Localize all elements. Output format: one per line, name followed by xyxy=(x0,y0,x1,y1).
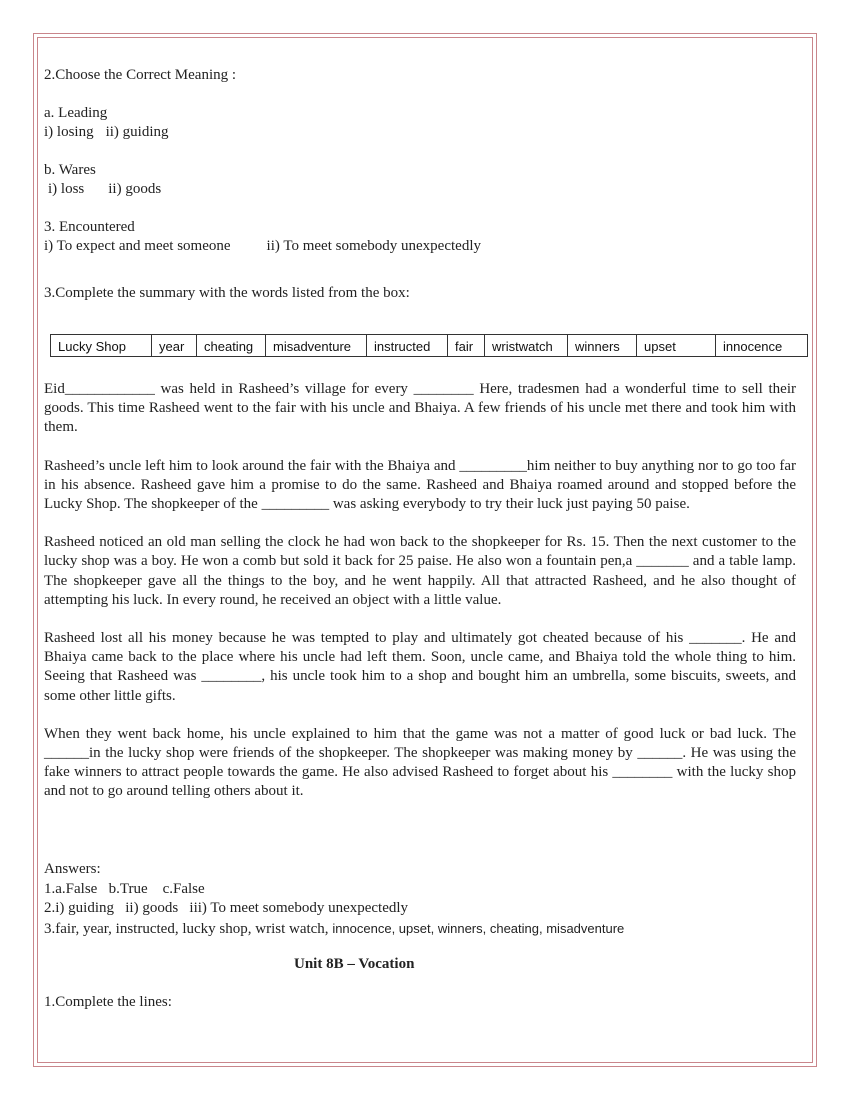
unit-title: Unit 8B – Vocation xyxy=(294,956,415,972)
answers-line-3-serif: 3.fair, year, instructed, lucky shop, wrist watch, xyxy=(44,920,333,937)
answers-line-2: 2.i) guiding ii) goods iii) To meet somebody unexpectedly xyxy=(44,900,409,916)
word-cell: winners xyxy=(568,335,637,357)
word-cell: misadventure xyxy=(266,335,367,357)
word-cell: instructed xyxy=(367,335,448,357)
word-cell: cheating xyxy=(197,335,266,357)
summary-paragraph: Rasheed lost all his money because he was tempted to play and ultimately got cheated because of his _______. He and Bhaiya came back to the place where his uncle had left them. Soon, uncle came, and Bhaiya told the whole thing to him. Seeing that Rasheed was ________, his uncle took him to a shop and bought him an umbrella, some biscuits, sweets, and some other little gifts. xyxy=(44,630,796,704)
summary-paragraph: When they went back home, his uncle explained to him that the game was not a matter of good luck or bad luck. The ______in the lucky shop were friends of the shopkeeper. The shopkeeper was making money by ______. He was using the fake winners to attract people towards the game. He also advised Rasheed to forget about his ________ with the lucky shop and not to go around telling others about it. xyxy=(44,725,796,800)
question-c-label: 3. Encountered xyxy=(44,219,135,235)
answers xyxy=(44,860,624,939)
page-content xyxy=(44,66,814,303)
question-a-options xyxy=(44,123,814,142)
word-cell: wristwatch xyxy=(485,335,568,357)
summary-paragraph: Rasheed’s uncle left him to look around the fair with the Bhaiya and _________him neither to buy anything nor to go too far in his absence. Rasheed gave him a promise to do the same. Rasheed and Bhaiya roamed around and stopped before the Lucky Shop. The shopkeeper of the _________ was asking everybody to try their luck just paying 50 paise. xyxy=(44,457,796,513)
answers-heading: Answers: xyxy=(44,861,101,877)
summary xyxy=(44,380,796,802)
summary-paragraph: Rasheed noticed an old man selling the clock he had won back to the shopkeeper for Rs. 15. Then the next customer to the lucky shop was a boy. He won a comb but sold it back for 25 paise. He also won a fountain pen,a _______ and a table lamp. The shopkeeper gave all the things to the boy, and he went happily. All that attracted Rasheed, and he also thought of attempting his luck. In every round, he received an object with a little value. xyxy=(44,534,796,608)
option-b2: ii) goods xyxy=(108,181,162,197)
answers-line-3-sans: innocence, upset, winners, cheating, misadventure xyxy=(332,920,625,936)
answers-line-1: 1.a.False b.True c.False xyxy=(44,880,205,897)
word-cell: upset xyxy=(637,335,716,357)
section2-heading: 2.Choose the Correct Meaning : xyxy=(44,67,237,83)
option-c1: i) To expect and meet someone xyxy=(44,238,231,254)
word-cell: fair xyxy=(448,335,485,357)
section3-heading: 3.Complete the summary with the words listed from the box: xyxy=(44,285,410,301)
question-a-label: a. Leading xyxy=(44,105,108,121)
word-cell: Lucky Shop xyxy=(51,335,152,357)
question-b-options xyxy=(44,180,814,199)
complete-lines-heading: 1.Complete the lines: xyxy=(44,994,172,1010)
option-a2: ii) guiding xyxy=(105,124,169,140)
word-cell: innocence xyxy=(716,335,808,357)
option-c2: ii) To meet somebody unexpectedly xyxy=(266,238,481,254)
option-a1: i) losing xyxy=(44,124,94,140)
question-b-label: b. Wares xyxy=(44,162,96,178)
answers-line-3 xyxy=(44,919,624,940)
question-c-options xyxy=(44,237,814,256)
option-b1: i) loss xyxy=(48,181,85,197)
summary-paragraph: Eid____________ was held in Rasheed’s village for every ________ Here, tradesmen had a wonderful time to sell their goods. This time Rasheed went to the fair with his uncle and Bhaiya. A few friends of his uncle met there and took him with them. xyxy=(44,381,796,436)
word-box xyxy=(50,334,808,357)
word-cell: year xyxy=(152,335,197,357)
